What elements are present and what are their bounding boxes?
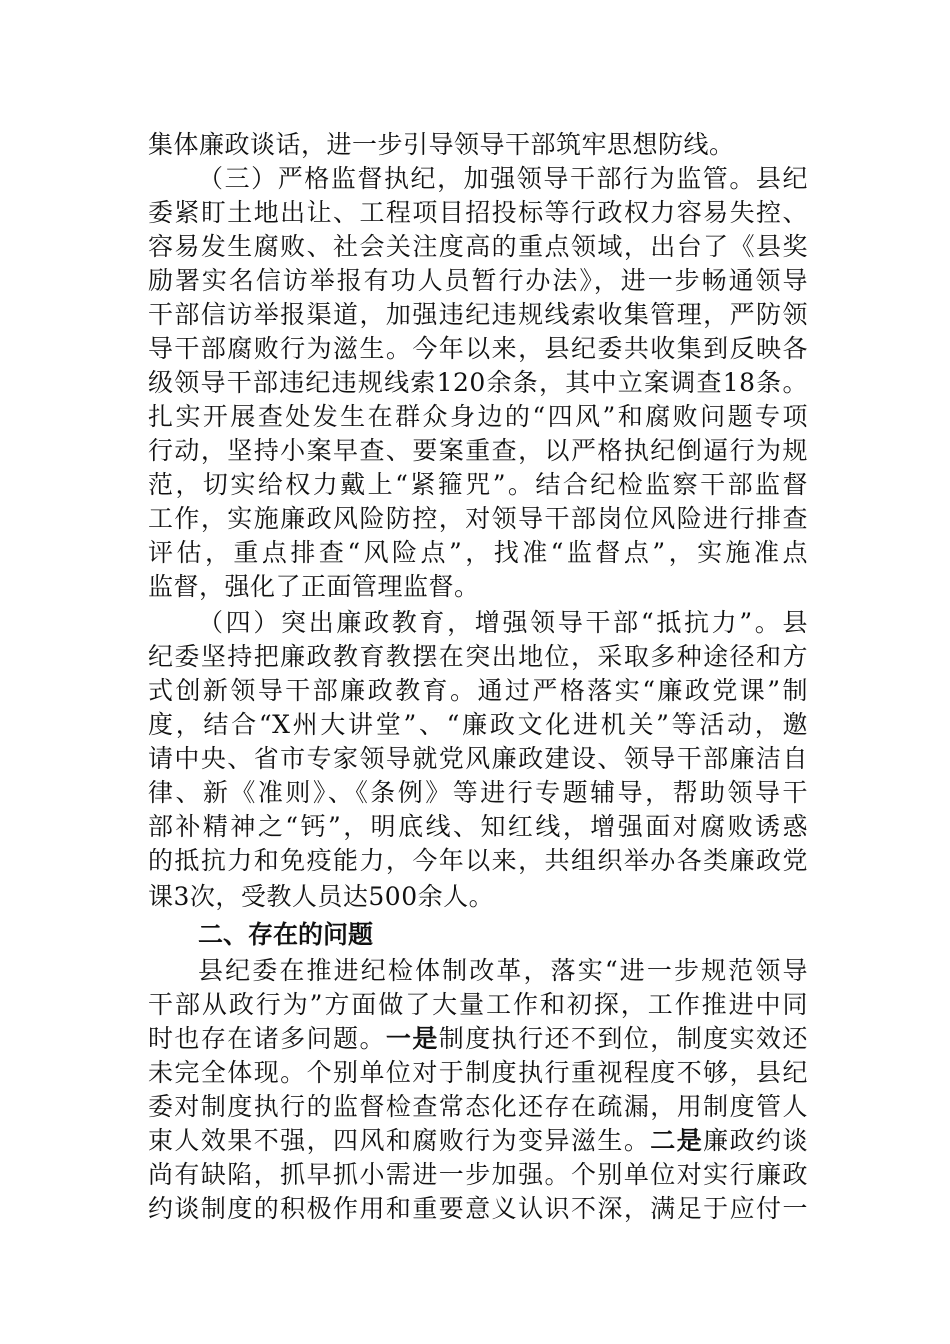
paragraph-text: 廉政约谈 bbox=[703, 1126, 808, 1155]
paragraph-line: 委对制度执行的监督检查常态化还存在疏漏，用制度管人 bbox=[148, 1092, 808, 1121]
paragraph-line: 扎实开展查处发生在群众身边的“四风”和腐败问题专项 bbox=[148, 402, 808, 431]
paragraph-line: 干部信访举报渠道，加强违纪违规线索收集管理，严防领 bbox=[148, 300, 808, 329]
paragraph-line: 导干部腐败行为滋生。今年以来，县纪委共收集到反映各 bbox=[148, 334, 808, 363]
emphasis-marker: 二是 bbox=[650, 1126, 704, 1155]
paragraph-line: 委紧盯土地出让、工程项目招投标等行政权力容易失控、 bbox=[148, 198, 808, 227]
paragraph-line: 容易发生腐败、社会关注度高的重点领域，出台了《县奖 bbox=[148, 232, 808, 261]
paragraph-text: 时也存在诸多问题。 bbox=[148, 1024, 386, 1053]
paragraph-text: 制度执行还不到位，制度实效还 bbox=[438, 1024, 808, 1053]
paragraph-line bbox=[148, 1124, 808, 1158]
paragraph-text: 束人效果不强，四风和腐败行为变异滋生。 bbox=[148, 1126, 651, 1155]
paragraph-line: 干部从政行为”方面做了大量工作和初探，工作推进中同 bbox=[148, 990, 808, 1019]
paragraph-line: 度，结合“X州大讲堂”、“廉政文化进机关”等活动，邀 bbox=[148, 710, 808, 739]
paragraph-line: （四）突出廉政教育，增强领导干部“抵抗力”。县 bbox=[198, 608, 808, 637]
paragraph-line: 式创新领导干部廉政教育。通过严格落实“廉政党课”制 bbox=[148, 676, 808, 705]
paragraph-line: 律、新《准则》、《条例》等进行专题辅导，帮助领导干 bbox=[148, 778, 808, 807]
emphasis-marker: 一是 bbox=[385, 1024, 439, 1053]
paragraph-line: （三）严格监督执纪，加强领导干部行为监管。县纪 bbox=[198, 164, 808, 193]
paragraph-line bbox=[148, 1022, 808, 1056]
paragraph-line: 课3次，受教人员达500余人。 bbox=[148, 882, 495, 911]
paragraph-line: 级领导干部违纪违规线索120余条，其中立案调查18条。 bbox=[148, 368, 808, 397]
paragraph-line: 励署实名信访举报有功人员暂行办法》，进一步畅通领导 bbox=[148, 266, 808, 295]
paragraph-line: 尚有缺陷，抓早抓小需进一步加强。个别单位对实行廉政 bbox=[148, 1160, 808, 1189]
paragraph-line: 工作，实施廉政风险防控，对领导干部岗位风险进行排查 bbox=[148, 504, 808, 533]
paragraph-line: 集体廉政谈话，进一步引导领导干部筑牢思想防线。 bbox=[148, 130, 735, 159]
section-heading: 二、存在的问题 bbox=[198, 920, 374, 949]
paragraph-line: 未完全体现。个别单位对于制度执行重视程度不够，县纪 bbox=[148, 1058, 808, 1087]
paragraph-line: 行动，坚持小案早查、要案重查，以严格执纪倒逼行为规 bbox=[148, 436, 808, 465]
paragraph-line: 评估，重点排查“风险点”，找准“监督点”，实施准点 bbox=[148, 538, 808, 567]
paragraph-line: 的抵抗力和免疫能力，今年以来，共组织举办各类廉政党 bbox=[148, 846, 808, 875]
paragraph-line: 请中央、省市专家领导就党风廉政建设、领导干部廉洁自 bbox=[148, 744, 808, 773]
paragraph-line: 范，切实给权力戴上“紧箍咒”。结合纪检监察干部监督 bbox=[148, 470, 808, 499]
paragraph-line: 约谈制度的积极作用和重要意义认识不深，满足于应付一 bbox=[148, 1194, 808, 1223]
paragraph-line: 纪委坚持把廉政教育教摆在突出地位，采取多种途径和方 bbox=[148, 642, 808, 671]
paragraph-line: 监督，强化了正面管理监督。 bbox=[148, 572, 480, 601]
paragraph-line: 部补精神之“钙”，明底线、知红线，增强面对腐败诱惑 bbox=[148, 812, 808, 841]
paragraph-line: 县纪委在推进纪检体制改革，落实“进一步规范领导 bbox=[198, 956, 808, 985]
